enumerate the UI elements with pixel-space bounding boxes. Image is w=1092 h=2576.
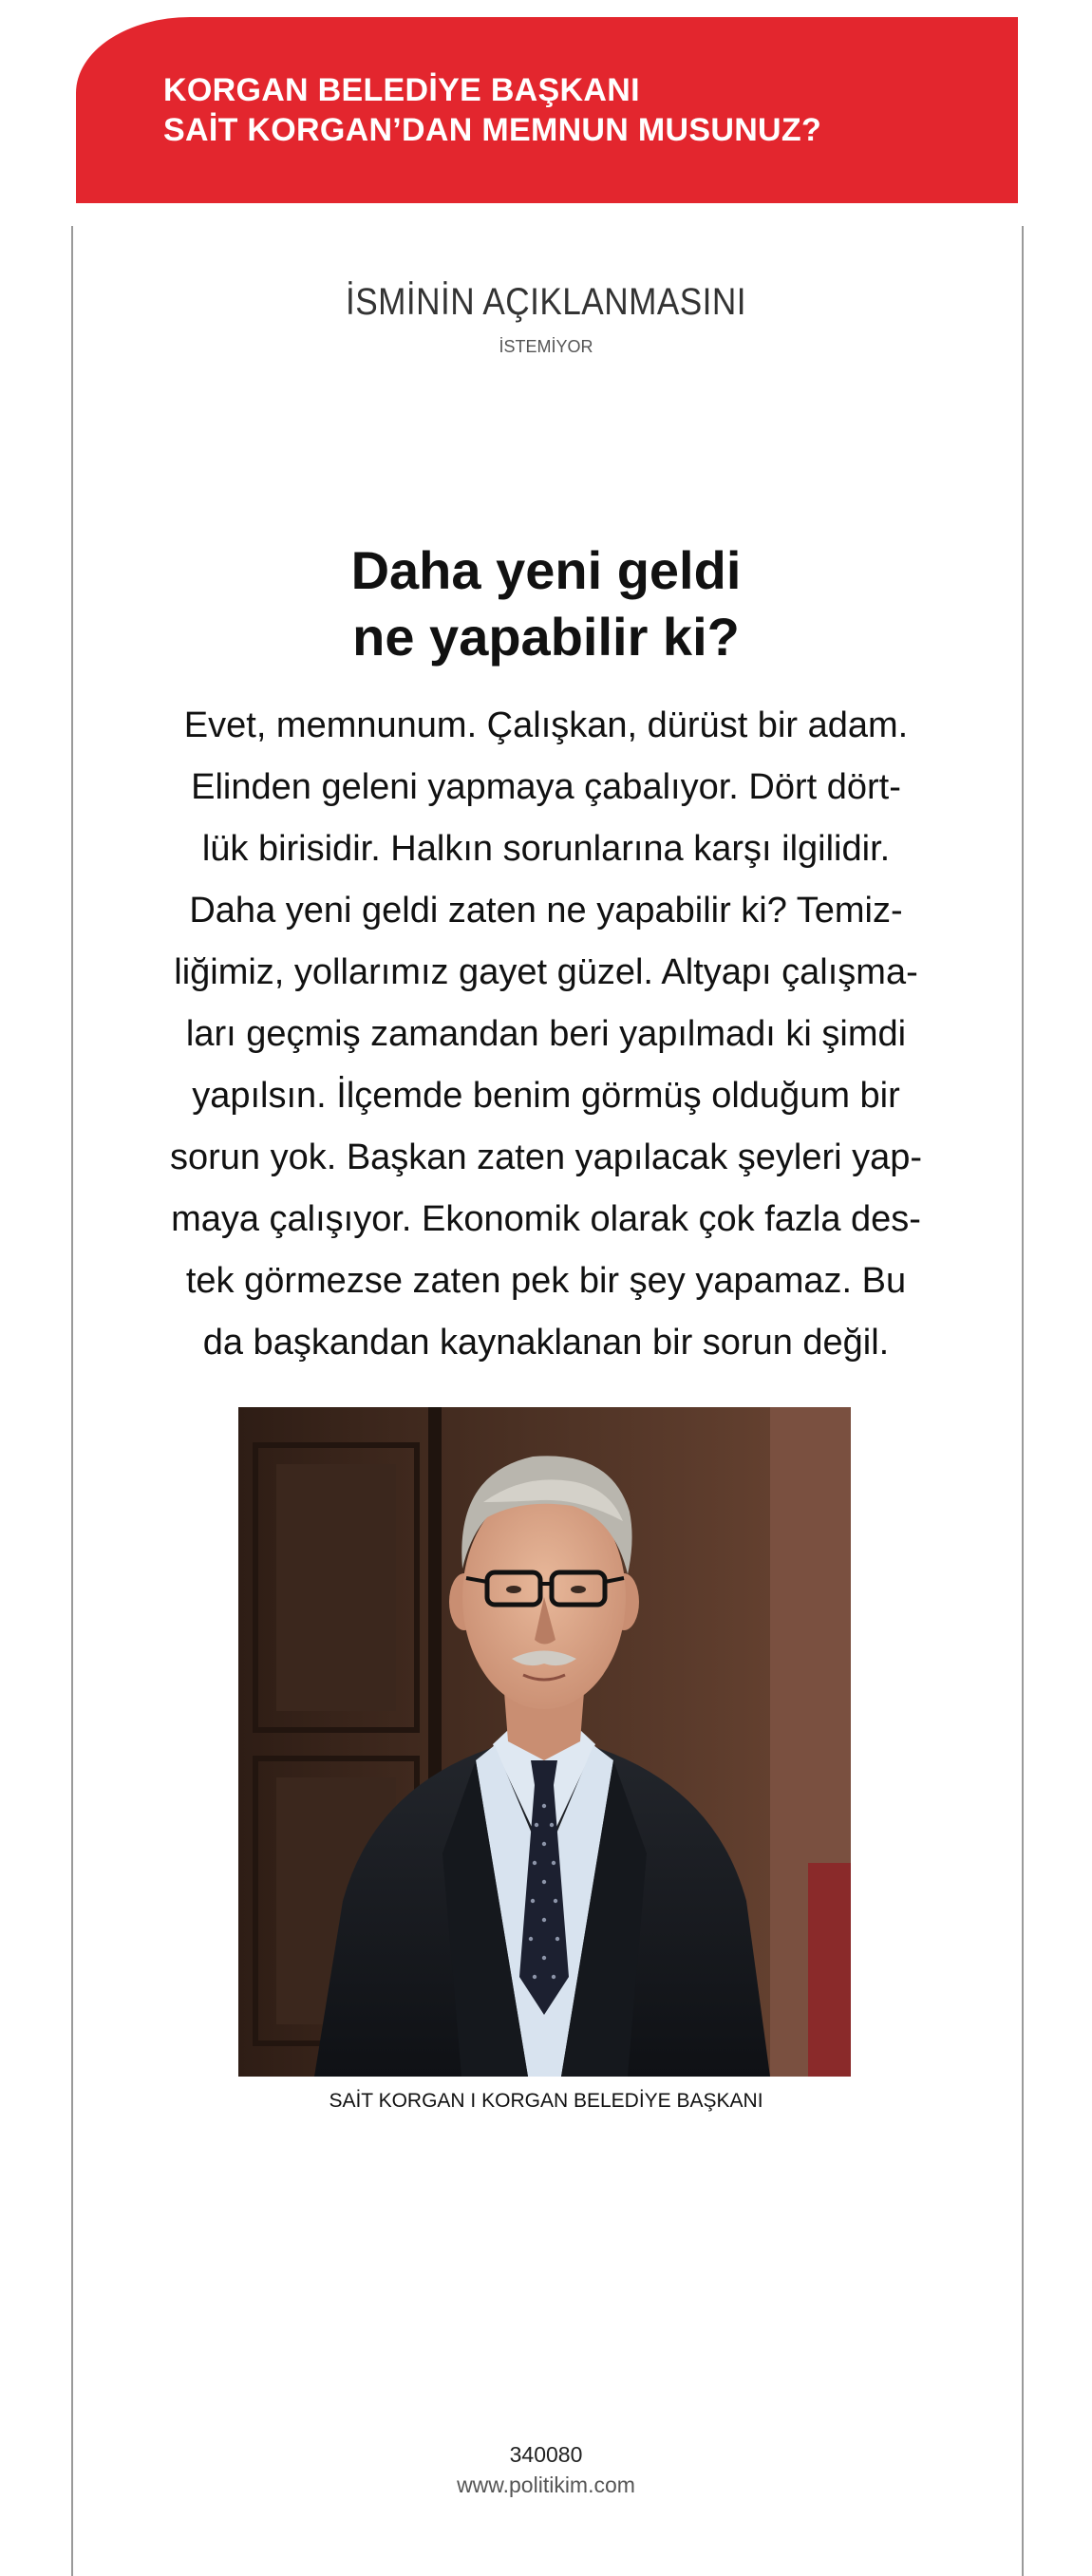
headline-line-1: Daha yeni geldi bbox=[350, 540, 742, 600]
body-line: tek görmezse zaten pek bir şey yapamaz. Bu bbox=[185, 1261, 907, 1301]
header-banner bbox=[76, 17, 1018, 203]
body-line: lük birisidir. Halkın sorunlarına karşı ilgilidir. bbox=[201, 829, 891, 869]
body-line: Daha yeni geldi zaten ne yapabilir ki? Temiz- bbox=[189, 891, 903, 931]
article-headline bbox=[0, 537, 1092, 670]
body-line: liğimiz, yollarımız gayet güzel. Altyapı çalışma- bbox=[174, 952, 918, 992]
author-subtitle: İSTEMİYOR bbox=[499, 337, 593, 356]
body-line: ları geçmiş zamandan beri yapılmadı ki şimdi bbox=[185, 1014, 907, 1054]
footer-website[interactable]: www.politikim.com bbox=[457, 2473, 635, 2497]
author-name: İSMİNİN AÇIKLANMASINI bbox=[346, 281, 746, 323]
body-line: Elinden geleni yapmaya çabalıyor. Dört dört- bbox=[191, 767, 901, 807]
body-line: maya çalışıyor. Ekonomik olarak çok fazla des- bbox=[171, 1199, 921, 1239]
body-line: yapılsın. İlçemde benim görmüş olduğum bir bbox=[192, 1076, 900, 1116]
body-line: Evet, memnunum. Çalışkan, dürüst bir adam. bbox=[183, 705, 909, 745]
photo-caption: SAİT KORGAN I KORGAN BELEDİYE BAŞKANI bbox=[329, 2090, 763, 2112]
headline-line-2: ne yapabilir ki? bbox=[352, 607, 740, 667]
portrait-illustration bbox=[238, 1407, 851, 2077]
footer-code: 340080 bbox=[509, 2442, 583, 2467]
body-line: sorun yok. Başkan zaten yapılacak şeyleri yap- bbox=[169, 1138, 923, 1177]
article-body bbox=[0, 695, 1092, 1374]
portrait-photo bbox=[238, 1407, 851, 2077]
banner-title-line-2: SAİT KORGAN’DAN MEMNUN MUSUNUZ? bbox=[163, 112, 822, 148]
banner-title-line-1: KORGAN BELEDİYE BAŞKANI bbox=[163, 72, 640, 108]
body-line: da başkandan kaynaklanan bir sorun değil. bbox=[202, 1323, 890, 1363]
